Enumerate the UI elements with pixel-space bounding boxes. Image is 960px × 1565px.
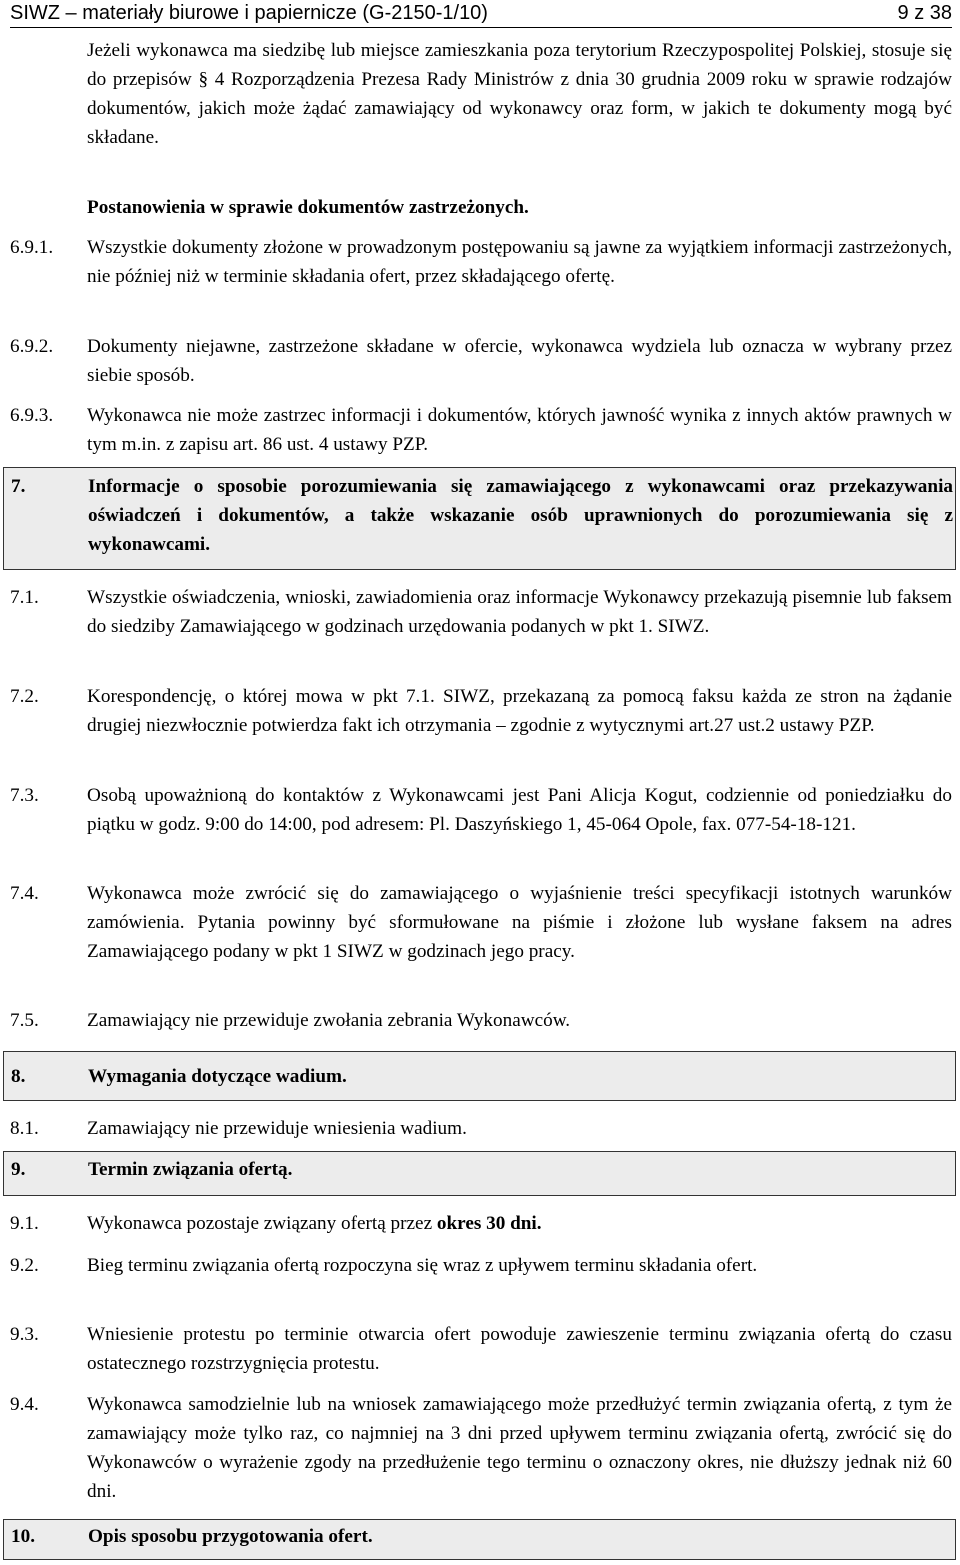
section-8-heading xyxy=(3,1051,956,1101)
section-title: Informacje o sposobie porozumiewania się zamawiającego z wykonawcami oraz przekazywania oświadczeń i dokumentów, a także wskazanie osób uprawnionych do porozumiewania się z wykonawcami. xyxy=(88,476,953,555)
section-9-heading xyxy=(3,1151,956,1196)
page-number: 9 z 38 xyxy=(897,2,952,24)
item-text: Wykonawca nie może zastrzec informacji i dokumentów, których jawność wynika z innych aktów prawnych w tym m.in. z zapisu art. 86 ust. 4 ustawy PZP. xyxy=(87,405,952,455)
section-number: 7. xyxy=(11,476,26,497)
item-text: Bieg terminu związania ofertą rozpoczyna się wraz z upływem terminu składania ofert. xyxy=(87,1255,758,1276)
subheading: Postanowienia w sprawie dokumentów zastrzeżonych. xyxy=(87,197,529,218)
document-title: SIWZ – materiały biurowe i papiernicze (G-2150-1/10) xyxy=(10,2,488,24)
item-number: 7.1. xyxy=(10,587,39,608)
item-text: Wykonawca może zwrócić się do zamawiającego o wyjaśnienie treści specyfikacji istotnych warunków zamówienia. Pytania powinny być sformułowane na piśmie i złożone lub wysłane faksem na adres Zamawiającego podany w pkt 1 SIWZ w godzinach jego pracy. xyxy=(87,883,952,962)
item-text: Wniesienie protestu po terminie otwarcia ofert powoduje zawieszenie terminu związania ofertą do czasu ostatecznego rozstrzygnięcia protestu. xyxy=(87,1324,952,1374)
intro-text: Jeżeli wykonawca ma siedzibę lub miejsce zamieszkania poza terytorium Rzeczypospolitej Polskiej, stosuje się do przepisów § 4 Rozporządzenia Prezesa Rady Ministrów z dnia 30 grudnia 2009 roku w sprawie rodzajów dokumentów, jakich może żądać zamawiający od wykonawcy oraz form, w jakich te dokumenty mogą być składane. xyxy=(87,40,952,148)
section-title: Wymagania dotyczące wadium. xyxy=(88,1066,347,1087)
item-text: Dokumenty niejawne, zastrzeżone składane w ofercie, wykonawca wydziela lub oznacza w wybrany przez siebie sposób. xyxy=(87,336,952,386)
item-number: 7.3. xyxy=(10,785,39,806)
section-10-heading xyxy=(3,1519,956,1560)
item-text-regular: Wykonawca pozostaje związany ofertą przez xyxy=(87,1213,437,1234)
item-number: 6.9.1. xyxy=(10,237,54,258)
item-text-bold: okres 30 dni. xyxy=(436,1213,542,1234)
item-number: 6.9.2. xyxy=(10,336,54,357)
item-number: 9.3. xyxy=(10,1324,39,1345)
item-text: Wykonawca samodzielnie lub na wniosek zamawiającego może przedłużyć termin związania ofertą, z tym że zamawiający może tylko raz, co najmniej na 3 dni przed upływem terminu związania ofertą, zwrócić się do Wykonawców o wyrażenie zgody na przedłużenie tego terminu o oznaczony okres, nie dłuższy jednak niż 60 dni. xyxy=(87,1394,952,1502)
item-text: Korespondencję, o której mowa w pkt 7.1. SIWZ, przekazaną za pomocą faksu każda ze stron na żądanie drugiej niezwłocznie potwierdza fakt ich otrzymania – zgodnie z wytycznymi art.27 ust.2 ustawy PZP. xyxy=(87,686,952,736)
item-text: Wszystkie dokumenty złożone w prowadzonym postępowaniu są jawne za wyjątkiem informacji zastrzeżonych, nie później niż w terminie składania ofert, przez składającego ofertę. xyxy=(87,237,952,287)
section-number: 8. xyxy=(11,1066,26,1087)
item-number: 7.5. xyxy=(10,1010,39,1031)
section-title: Opis sposobu przygotowania ofert. xyxy=(88,1526,373,1547)
item-number: 7.2. xyxy=(10,686,39,707)
page-header xyxy=(10,0,952,28)
item-number: 6.9.3. xyxy=(10,405,54,426)
section-title: Termin związania ofertą. xyxy=(88,1159,293,1180)
item-text xyxy=(87,1209,952,1238)
item-text: Osobą upoważnioną do kontaktów z Wykonawcami jest Pani Alicja Kogut, codziennie od poniedziałku do piątku w godz. 9:00 do 14:00, pod adresem: Pl. Daszyńskiego 1, 45-064 Opole, fax. 077-54-18-121. xyxy=(87,785,952,835)
item-number: 9.4. xyxy=(10,1394,39,1415)
section-7-heading xyxy=(3,467,956,570)
item-number: 9.1. xyxy=(10,1213,39,1234)
item-text: Zamawiający nie przewiduje wniesienia wadium. xyxy=(87,1118,467,1139)
item-text: Wszystkie oświadczenia, wnioski, zawiadomienia oraz informacje Wykonawcy przekazują pisemnie lub faksem do siedziby Zamawiającego w godzinach urzędowania podanych w pkt 1. SIWZ. xyxy=(87,587,952,637)
item-number: 7.4. xyxy=(10,883,39,904)
section-number: 10. xyxy=(11,1526,35,1547)
item-text: Zamawiający nie przewiduje zwołania zebrania Wykonawców. xyxy=(87,1010,571,1031)
section-number: 9. xyxy=(11,1159,26,1180)
item-number: 9.2. xyxy=(10,1255,39,1276)
item-number: 8.1. xyxy=(10,1118,39,1139)
